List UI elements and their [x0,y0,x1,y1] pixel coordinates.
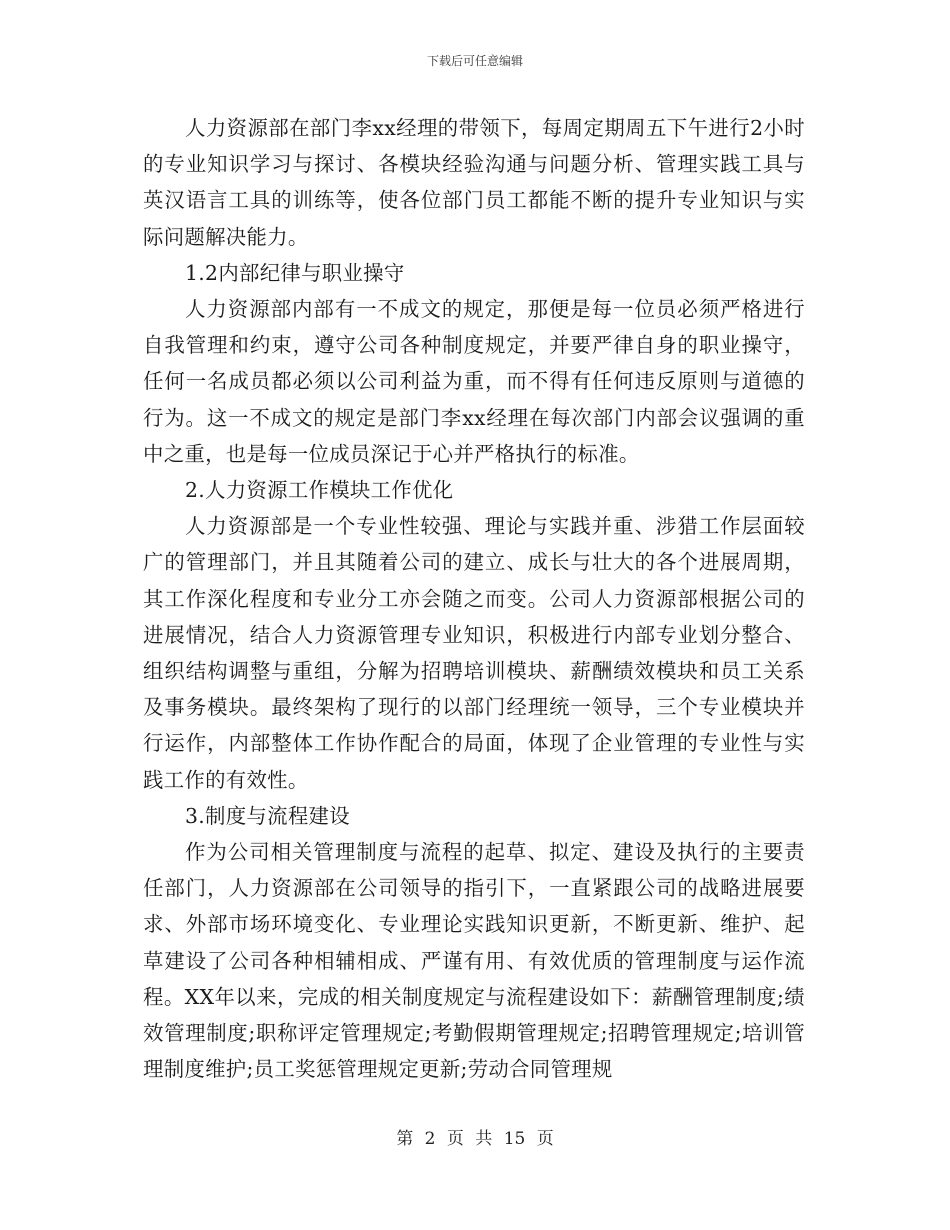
document-body [143,110,805,1087]
page-footer: 第 2 页 共 15 页 [396,1129,554,1149]
section-heading-discipline: 1.2内部纪律与职业操守 [185,260,405,285]
paragraph-discipline: 人力资源部内部有一不成文的规定，那便是每一位员必须严格进行自我管理和约束，遵守公司各种制度规定，并要严律自身的职业操守，任何一名成员都必须以公司利益为重，而不得有任何违反原则与道德的行为。这一不成文的规定是部门李xx经理在每次部门内部会议强调的重中之重，也是每一位成员深记于心并严格执行的标准。 [143,297,805,466]
page-header: 下载后可任意编辑 [426,54,523,68]
section-heading-modules: 2.人力资源工作模块工作优化 [185,478,454,503]
paragraph-training: 人力资源部在部门李xx经理的带领下，每周定期周五下午进行2小时的专业知识学习与探讨、各模块经验沟通与问题分析、管理实践工具与英汉语言工具的训练等，使各位部门员工都能不断的提升专业知识与实际问题解决能力。 [143,116,805,249]
paragraph-policies: 作为公司相关管理制度与流程的起草、拟定、建设及执行的主要责任部门，人力资源部在公司领导的指引下，一直紧跟公司的战略进展要求、外部市场环境变化、专业理论实践知识更新，不断更新、维护、起草建设了公司各种相辅相成、严谨有用、有效优质的管理制度与运作流程。XX年以来，完成的相关制度规定与流程建设如下：薪酬管理制度;绩效管理制度;职称评定管理规定;考勤假期管理规定;招聘管理规定;培训管理制度维护;员工奖惩管理规定更新;劳动合同管理规 [143,840,805,1082]
paragraph-modules: 人力资源部是一个专业性较强、理论与实践并重、涉猎工作层面较广的管理部门，并且其随着公司的建立、成长与壮大的各个进展周期，其工作深化程度和专业分工亦会随之而变。公司人力资源部根据公司的进展情况，结合人力资源管理专业知识，积极进行内部专业划分整合、组织结构调整与重组，分解为招聘培训模块、薪酬绩效模块和员工关系及事务模块。最终架构了现行的以部门经理统一领导，三个专业模块并行运作，内部整体工作协作配合的局面，体现了企业管理的专业性与实践工作的有效性。 [143,514,805,792]
section-heading-policies: 3.制度与流程建设 [185,803,350,828]
